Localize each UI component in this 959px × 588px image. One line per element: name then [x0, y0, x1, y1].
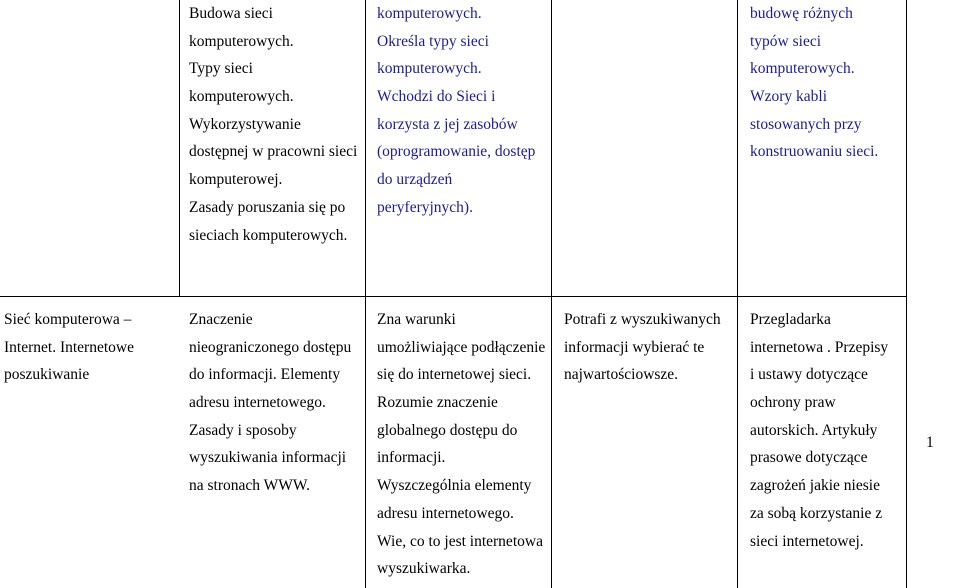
text-line: komputerowych. — [750, 60, 855, 78]
text-line: Wyszczególnia elementy — [377, 477, 532, 495]
text-line: najwartościowsze. — [564, 366, 679, 384]
row2-col4-cell — [564, 306, 721, 389]
row2-col5-cell — [750, 306, 888, 555]
text-line: Wie, co to jest internetowa — [377, 532, 543, 550]
row2-col2-cell — [189, 306, 351, 500]
text-line: wyszukiwarka. — [377, 560, 471, 578]
column-divider-1 — [365, 0, 366, 588]
text-line: Rozumie znaczenie — [377, 394, 498, 412]
text-line: komputerowych. — [189, 88, 294, 106]
row2-col3-cell — [377, 306, 545, 583]
text-line: nieograniczonego dostępu — [189, 338, 352, 356]
text-line: (oprogramowanie, dostęp — [377, 143, 536, 161]
text-line: Wchodzi do Sieci i — [377, 88, 496, 106]
text-line: do informacji. Elementy — [189, 366, 341, 384]
text-line: adresu internetowego. — [189, 394, 326, 412]
text-line: Przegladarka — [750, 311, 831, 328]
text-line: Budowa sieci — [189, 5, 273, 22]
text-line: do urządzeń — [377, 171, 453, 189]
text-line: Znaczenie — [189, 311, 253, 328]
row1-col2-cell — [189, 0, 357, 249]
text-line: peryferyjnych). — [377, 198, 473, 216]
text-line: internetowa . Przepisy — [750, 338, 889, 356]
text-line: informacji. — [377, 449, 446, 467]
text-line: umożliwiające podłączenie — [377, 338, 546, 356]
text-line: Wykorzystywanie — [189, 115, 301, 133]
column-divider-3 — [737, 0, 738, 588]
text-line: Sieć komputerowa – — [4, 311, 132, 328]
text-line: się do internetowej sieci. — [377, 366, 532, 384]
text-line: na stronach WWW. — [189, 477, 310, 495]
text-line: prasowe dotyczące — [750, 449, 868, 467]
text-line: ochrony praw — [750, 394, 836, 412]
text-line: poszukiwanie — [4, 366, 90, 384]
row1-col3-cell — [377, 0, 535, 222]
column-divider-2 — [551, 0, 552, 588]
text-line: wyszukiwania informacji — [189, 449, 347, 467]
text-line: Wzory kabli — [750, 88, 828, 106]
row1-col5-cell — [750, 0, 878, 166]
text-line: autorskich. Artykuły — [750, 421, 878, 439]
text-line: stosowanych przy — [750, 115, 862, 133]
text-line: typów sieci — [750, 32, 822, 50]
page-number: 1 — [926, 434, 934, 451]
text-line: informacji wybierać te — [564, 338, 705, 356]
text-line: Internet. Internetowe — [4, 338, 134, 356]
row-divider — [0, 296, 907, 297]
text-line: budowę różnych — [750, 5, 853, 22]
text-line: Zasady poruszania się po — [189, 198, 346, 216]
text-line: komputerowej. — [189, 171, 283, 189]
text-line: konstruowaniu sieci. — [750, 143, 879, 161]
text-line: i ustawy dotyczące — [750, 366, 868, 384]
text-line: zagrożeń jakie niesie — [750, 477, 880, 495]
text-line: adresu internetowego. — [377, 504, 514, 522]
text-line: Zasady i sposoby — [189, 421, 297, 439]
text-line: komputerowych. — [189, 32, 294, 50]
text-line: sieciach komputerowych. — [189, 226, 348, 244]
text-line: sieci internetowej. — [750, 532, 864, 550]
table-border-right — [906, 0, 907, 588]
text-line: komputerowych. — [377, 5, 482, 22]
text-line: komputerowych. — [377, 60, 482, 78]
text-line: za sobą korzystanie z — [750, 504, 883, 522]
table-border-left — [179, 0, 180, 296]
text-line: globalnego dostępu do — [377, 421, 518, 439]
text-line: korzysta z jej zasobów — [377, 115, 518, 133]
text-line: Potrafi z wyszukiwanych — [564, 311, 721, 328]
text-line: Określa typy sieci — [377, 32, 489, 50]
row2-col1-cell — [4, 306, 134, 389]
text-line: dostępnej w pracowni sieci — [189, 143, 358, 161]
text-line: Typy sieci — [189, 60, 253, 78]
text-line: Zna warunki — [377, 311, 456, 328]
